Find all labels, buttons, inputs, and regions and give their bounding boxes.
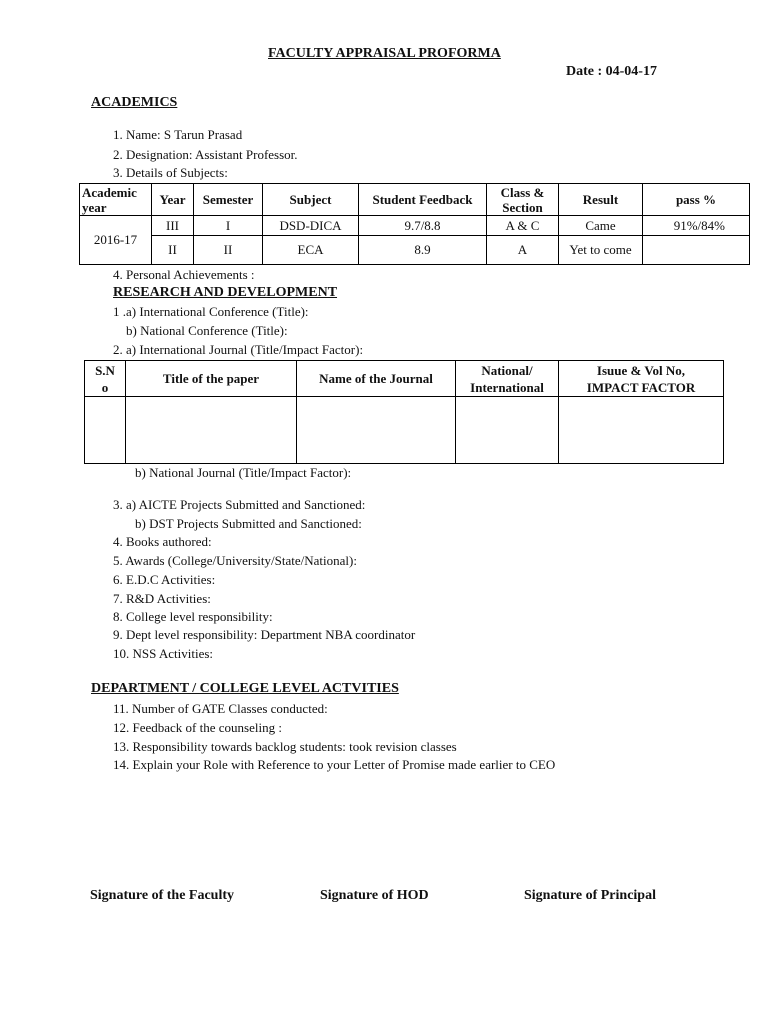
document-title: FACULTY APPRAISAL PROFORMA (268, 46, 501, 61)
section-cell: A & C (487, 216, 559, 236)
header-feedback: Student Feedback (359, 184, 487, 216)
academic-year-cell: 2016-17 (80, 216, 152, 265)
header-result: Result (559, 184, 643, 216)
empty-cell (456, 397, 559, 464)
subjects-header-row (80, 184, 750, 216)
role-explanation-line: 14. Explain your Role with Reference to your Letter of Promise made earlier to CEO (113, 757, 556, 772)
department-heading: DEPARTMENT / COLLEGE LEVEL ACTVITIES (91, 681, 399, 696)
header-national-international: National/ International (456, 361, 559, 397)
backlog-line: 13. Responsibility towards backlog students: took revision classes (113, 739, 457, 754)
awards-line: 5. Awards (College/University/State/National): (113, 553, 357, 568)
year-cell: II (152, 236, 194, 265)
header-academic-year: Academic year (80, 184, 152, 216)
journal-header-row (85, 361, 724, 397)
result-cell: Yet to come (559, 236, 643, 265)
header-semester: Semester (194, 184, 263, 216)
document-date: Date : 04-04-17 (566, 64, 657, 79)
table-row (80, 236, 750, 265)
header-sno: S.N o (85, 361, 126, 397)
intl-conference-line: 1 .a) International Conference (Title): (113, 304, 309, 319)
intl-journal-line: 2. a) International Journal (Title/Impact Factor): (113, 342, 364, 357)
header-paper-title: Title of the paper (126, 361, 297, 397)
section-cell: A (487, 236, 559, 265)
aicte-line: 3. a) AICTE Projects Submitted and Sanctioned: (113, 497, 366, 512)
national-journal-line: b) National Journal (Title/Impact Factor): (135, 465, 352, 480)
research-heading: RESEARCH AND DEVELOPMENT (113, 285, 338, 300)
feedback-cell: 9.7/8.8 (359, 216, 487, 236)
table-row (80, 216, 750, 236)
subjects-line: 3. Details of Subjects: (113, 165, 228, 180)
academics-heading: ACADEMICS (91, 95, 178, 110)
rnd-line: 7. R&D Activities: (113, 591, 211, 606)
year-cell: III (152, 216, 194, 236)
subjects-table (79, 183, 750, 265)
empty-cell (126, 397, 297, 464)
table-row (85, 397, 724, 464)
subject-cell: DSD-DICA (263, 216, 359, 236)
semester-cell: I (194, 216, 263, 236)
empty-cell (559, 397, 724, 464)
header-issue-impact: Isuue & Vol No, IMPACT FACTOR (559, 361, 724, 397)
national-conference-line: b) National Conference (Title): (126, 323, 288, 338)
feedback-cell: 8.9 (359, 236, 487, 265)
edc-line: 6. E.D.C Activities: (113, 572, 216, 587)
designation-line: 2. Designation: Assistant Professor. (113, 147, 298, 162)
books-line: 4. Books authored: (113, 534, 212, 549)
college-responsibility-line: 8. College level responsibility: (113, 609, 273, 624)
header-pass: pass % (643, 184, 750, 216)
nss-line: 10. NSS Activities: (113, 646, 214, 661)
header-class-section: Class & Section (487, 184, 559, 216)
gate-classes-line: 11. Number of GATE Classes conducted: (113, 701, 328, 716)
signature-hod: Signature of HOD (320, 888, 429, 903)
empty-cell (85, 397, 126, 464)
subject-cell: ECA (263, 236, 359, 265)
empty-cell (297, 397, 456, 464)
name-line: 1. Name: S Tarun Prasad (113, 127, 243, 142)
personal-achievements-line: 4. Personal Achievements : (113, 267, 255, 282)
header-journal-name: Name of the Journal (297, 361, 456, 397)
header-subject: Subject (263, 184, 359, 216)
pass-cell: 91%/84% (643, 216, 750, 236)
dst-line: b) DST Projects Submitted and Sanctioned: (135, 516, 362, 531)
pass-cell (643, 236, 750, 265)
counseling-feedback-line: 12. Feedback of the counseling : (113, 720, 282, 735)
semester-cell: II (194, 236, 263, 265)
result-cell: Came (559, 216, 643, 236)
journal-table (84, 360, 724, 464)
signature-principal: Signature of Principal (524, 888, 656, 903)
dept-responsibility-line: 9. Dept level responsibility: Department NBA coordinator (113, 627, 416, 642)
header-year: Year (152, 184, 194, 216)
signature-faculty: Signature of the Faculty (90, 888, 235, 903)
